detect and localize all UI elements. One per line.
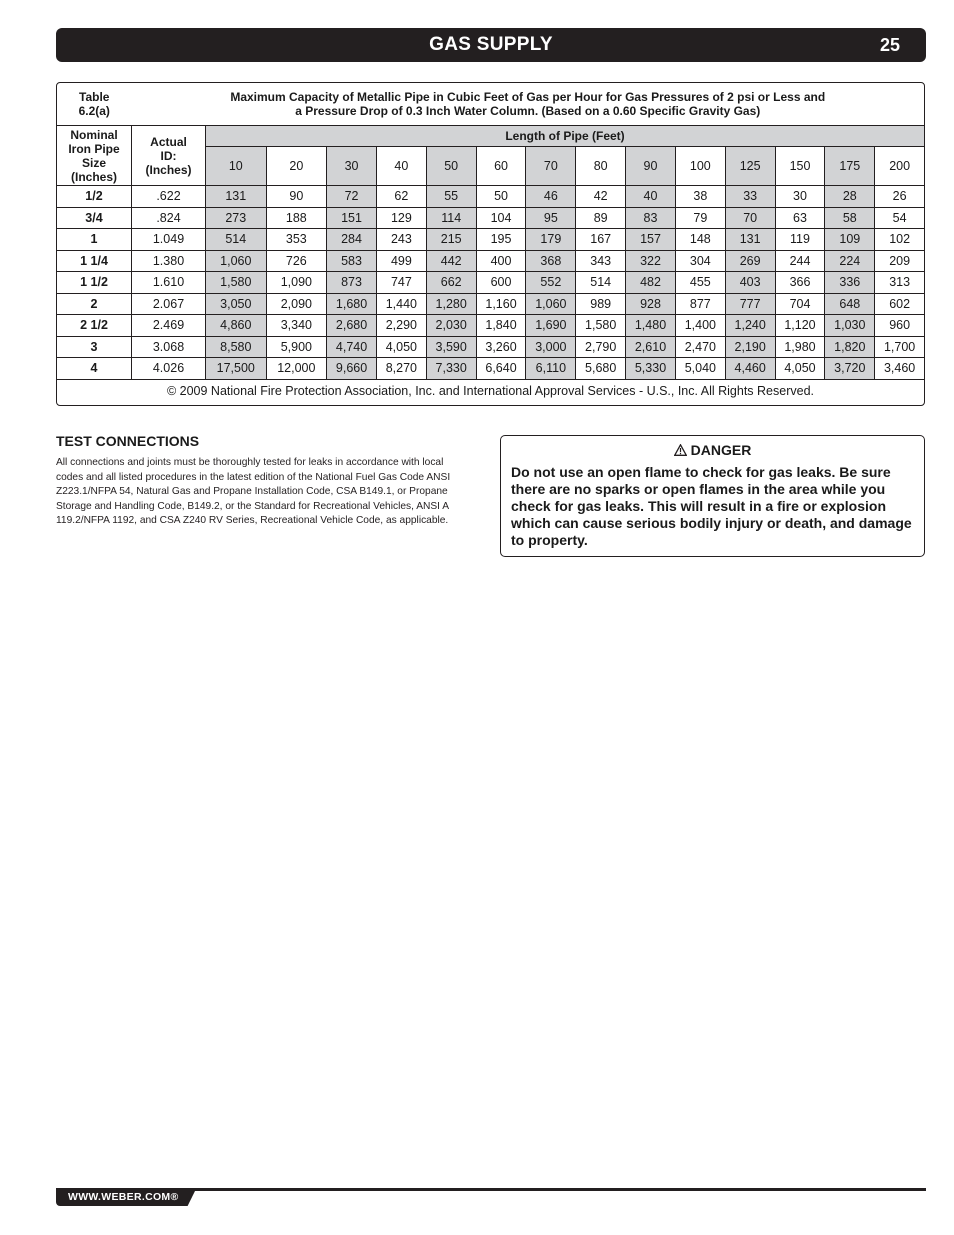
table-row: [57, 207, 924, 229]
capacity-cell: 960: [875, 315, 924, 337]
capacity-cell: 1,090: [266, 272, 327, 294]
capacity-cell: 4,050: [376, 336, 426, 358]
capacity-cell: 2,470: [675, 336, 725, 358]
capacity-cell: 114: [426, 207, 476, 229]
capacity-cell: 38: [675, 186, 725, 208]
length-column-header: 200: [875, 147, 924, 186]
test-connections-line: Storage and Handling Code, B149.2, or the Standard for Recreational Vehicles, ANSI A: [56, 500, 450, 512]
capacity-cell: 6,640: [476, 358, 526, 380]
capacity-cell: 104: [476, 207, 526, 229]
capacity-cell: 3,000: [526, 336, 576, 358]
test-connections-body: [56, 456, 481, 529]
capacity-cell: 195: [476, 229, 526, 251]
capacity-cell: 54: [875, 207, 924, 229]
warning-triangle-icon: [674, 443, 687, 459]
table-row: [57, 336, 924, 358]
capacity-cell: 4,460: [725, 358, 775, 380]
capacity-cell: 1,690: [526, 315, 576, 337]
capacity-cell: 131: [725, 229, 775, 251]
capacity-cell: 1,060: [526, 293, 576, 315]
table-row: [57, 315, 924, 337]
danger-line: which can cause serious bodily injury or death, and damage: [511, 515, 912, 531]
table-row: [57, 186, 924, 208]
capacity-cell: 4,740: [327, 336, 377, 358]
actual-id-cell: 1.610: [132, 272, 206, 294]
capacity-cell: 129: [376, 207, 426, 229]
capacity-cell: 72: [327, 186, 377, 208]
table-title-line-1: Maximum Capacity of Metallic Pipe in Cubic Feet of Gas per Hour for Gas Pressures of 2 psi or Less and: [230, 90, 826, 104]
danger-line: check for gas leaks. This will result in a fire or explosion: [511, 498, 887, 514]
capacity-cell: 2,680: [327, 315, 377, 337]
capacity-cell: 313: [875, 272, 924, 294]
capacity-cell: 102: [875, 229, 924, 251]
capacity-cell: 2,030: [426, 315, 476, 337]
length-column-header: 20: [266, 147, 327, 186]
capacity-cell: 1,060: [206, 250, 267, 272]
capacity-cell: 30: [775, 186, 825, 208]
test-connections-line: codes and all listed procedures in the latest edition of the National Fuel Gas Code ANSI: [56, 471, 451, 483]
table-title-line-2: a Pressure Drop of 0.3 Inch Water Column. (Based on a 0.60 Specific Gravity Gas): [295, 104, 761, 118]
capacity-cell: 55: [426, 186, 476, 208]
danger-line: Do not use an open flame to check for gas leaks. Be sure: [511, 464, 891, 480]
capacity-cell: 83: [626, 207, 676, 229]
capacity-cell: 726: [266, 250, 327, 272]
capacity-cell: 877: [675, 293, 725, 315]
capacity-cell: 368: [526, 250, 576, 272]
capacity-cell: 1,400: [675, 315, 725, 337]
capacity-cell: 79: [675, 207, 725, 229]
gas-capacity-table: [57, 83, 924, 402]
capacity-cell: 1,700: [875, 336, 924, 358]
capacity-cell: 3,260: [476, 336, 526, 358]
capacity-cell: 28: [825, 186, 875, 208]
length-column-header: 80: [576, 147, 626, 186]
test-connections-line: Z223.1/NFPA 54, Natural Gas and Propane Installation Code, CSA B149.1, or Propane: [56, 486, 448, 498]
capacity-cell: 873: [327, 272, 377, 294]
capacity-cell: 2,290: [376, 315, 426, 337]
capacity-cell: 42: [576, 186, 626, 208]
table-row: [57, 293, 924, 315]
pipe-size-cell: 1/2: [57, 186, 132, 208]
length-column-header: 70: [526, 147, 576, 186]
actual-id-cell: .824: [132, 207, 206, 229]
capacity-cell: 119: [775, 229, 825, 251]
length-column-header: 60: [476, 147, 526, 186]
capacity-cell: 514: [576, 272, 626, 294]
capacity-cell: 1,580: [576, 315, 626, 337]
capacity-cell: 273: [206, 207, 267, 229]
length-column-header: 90: [626, 147, 676, 186]
pipe-size-cell: 1 1/4: [57, 250, 132, 272]
capacity-cell: 1,440: [376, 293, 426, 315]
capacity-cell: 989: [576, 293, 626, 315]
actual-id-cell: 1.380: [132, 250, 206, 272]
capacity-cell: 224: [825, 250, 875, 272]
capacity-cell: 179: [526, 229, 576, 251]
capacity-cell: 5,900: [266, 336, 327, 358]
capacity-cell: 26: [875, 186, 924, 208]
pipe-size-cell: 4: [57, 358, 132, 380]
capacity-cell: 1,280: [426, 293, 476, 315]
capacity-cell: 17,500: [206, 358, 267, 380]
danger-line: there are no sparks or open flames in the area while you: [511, 481, 886, 497]
capacity-cell: 1,160: [476, 293, 526, 315]
capacity-cell: 3,050: [206, 293, 267, 315]
capacity-cell: 777: [725, 293, 775, 315]
capacity-cell: 602: [875, 293, 924, 315]
capacity-cell: 336: [825, 272, 875, 294]
capacity-cell: 552: [526, 272, 576, 294]
capacity-cell: 747: [376, 272, 426, 294]
capacity-cell: 209: [875, 250, 924, 272]
capacity-cell: 1,680: [327, 293, 377, 315]
actual-id-cell: 1.049: [132, 229, 206, 251]
pipe-size-cell: 3: [57, 336, 132, 358]
danger-warning-box: [500, 435, 925, 557]
table-title: [132, 83, 925, 126]
capacity-cell: 5,330: [626, 358, 676, 380]
capacity-cell: 400: [476, 250, 526, 272]
length-column-header: 100: [675, 147, 725, 186]
actual-id-cell: 3.068: [132, 336, 206, 358]
danger-message: [511, 464, 916, 549]
length-column-header: 125: [725, 147, 775, 186]
capacity-cell: 33: [725, 186, 775, 208]
capacity-cell: 131: [206, 186, 267, 208]
capacity-cell: 62: [376, 186, 426, 208]
capacity-cell: 215: [426, 229, 476, 251]
capacity-cell: 3,590: [426, 336, 476, 358]
capacity-cell: 514: [206, 229, 267, 251]
capacity-cell: 304: [675, 250, 725, 272]
capacity-cell: 90: [266, 186, 327, 208]
pipe-size-cell: 1: [57, 229, 132, 251]
capacity-cell: 151: [327, 207, 377, 229]
capacity-cell: 1,240: [725, 315, 775, 337]
table-row: [57, 229, 924, 251]
capacity-cell: 4,860: [206, 315, 267, 337]
length-column-header: 40: [376, 147, 426, 186]
actual-id-cell: 4.026: [132, 358, 206, 380]
page-header: [56, 28, 926, 62]
length-column-header: 30: [327, 147, 377, 186]
pipe-size-cell: 2 1/2: [57, 315, 132, 337]
capacity-cell: 704: [775, 293, 825, 315]
length-column-header: 10: [206, 147, 267, 186]
capacity-cell: 482: [626, 272, 676, 294]
capacity-cell: 3,720: [825, 358, 875, 380]
capacity-cell: 353: [266, 229, 327, 251]
capacity-cell: 1,480: [626, 315, 676, 337]
capacity-cell: 269: [725, 250, 775, 272]
capacity-cell: 2,190: [725, 336, 775, 358]
length-column-header: 150: [775, 147, 825, 186]
capacity-cell: 157: [626, 229, 676, 251]
capacity-cell: 2,790: [576, 336, 626, 358]
capacity-cell: 5,680: [576, 358, 626, 380]
capacity-cell: 1,840: [476, 315, 526, 337]
capacity-cell: 662: [426, 272, 476, 294]
footer-website-link[interactable]: WWW.WEBER.COM®: [68, 1191, 179, 1203]
capacity-cell: 5,040: [675, 358, 725, 380]
capacity-cell: 2,090: [266, 293, 327, 315]
capacity-cell: 8,580: [206, 336, 267, 358]
capacity-cell: 343: [576, 250, 626, 272]
capacity-cell: 442: [426, 250, 476, 272]
table-row: [57, 272, 924, 294]
pipe-size-cell: 2: [57, 293, 132, 315]
capacity-cell: 148: [675, 229, 725, 251]
section-title: GAS SUPPLY: [429, 34, 553, 55]
capacity-cell: 1,030: [825, 315, 875, 337]
page-number: 25: [879, 35, 900, 55]
capacity-cell: 648: [825, 293, 875, 315]
table-row: [57, 250, 924, 272]
capacity-cell: 6,110: [526, 358, 576, 380]
test-connections-line: 119.2/NFPA 1192, and CSA Z240 RV Series, Recreational Vehicle Code, as applicable.: [56, 515, 449, 527]
capacity-cell: 167: [576, 229, 626, 251]
capacity-cell: 403: [725, 272, 775, 294]
capacity-cell: 63: [775, 207, 825, 229]
danger-line: to property.: [511, 532, 588, 548]
actual-id-cell: 2.067: [132, 293, 206, 315]
capacity-cell: 3,340: [266, 315, 327, 337]
capacity-cell: 1,120: [775, 315, 825, 337]
capacity-cell: 499: [376, 250, 426, 272]
length-column-header: 175: [825, 147, 875, 186]
capacity-cell: 1,820: [825, 336, 875, 358]
capacity-cell: 244: [775, 250, 825, 272]
capacity-cell: 4,050: [775, 358, 825, 380]
length-of-pipe-header: Length of Pipe (Feet): [206, 126, 925, 147]
capacity-cell: 928: [626, 293, 676, 315]
test-connections-title: TEST CONNECTIONS: [56, 433, 200, 449]
column-header-pipe-size: Nominal Iron Pipe Size (Inches): [57, 126, 132, 186]
capacity-cell: 455: [675, 272, 725, 294]
capacity-cell: 58: [825, 207, 875, 229]
capacity-cell: 188: [266, 207, 327, 229]
table-row: [57, 358, 924, 380]
capacity-cell: 1,580: [206, 272, 267, 294]
table-label: Table 6.2(a): [57, 83, 132, 126]
capacity-cell: 366: [775, 272, 825, 294]
capacity-cell: 109: [825, 229, 875, 251]
test-connections-line: All connections and joints must be thoroughly tested for leaks in accordance with local: [56, 457, 444, 468]
capacity-cell: 7,330: [426, 358, 476, 380]
capacity-cell: 89: [576, 207, 626, 229]
capacity-cell: 3,460: [875, 358, 924, 380]
copyright-notice: © 2009 National Fire Protection Association, Inc. and International Approval Services - U.S., Inc. All Rights Reserved.: [57, 379, 924, 402]
capacity-cell: 1,980: [775, 336, 825, 358]
capacity-cell: 600: [476, 272, 526, 294]
danger-heading: [501, 442, 924, 459]
actual-id-cell: .622: [132, 186, 206, 208]
capacity-cell: 12,000: [266, 358, 327, 380]
capacity-cell: 50: [476, 186, 526, 208]
capacity-cell: 583: [327, 250, 377, 272]
capacity-cell: 46: [526, 186, 576, 208]
actual-id-cell: 2.469: [132, 315, 206, 337]
pipe-size-cell: 1 1/2: [57, 272, 132, 294]
capacity-cell: 9,660: [327, 358, 377, 380]
danger-heading-text: DANGER: [690, 442, 752, 458]
capacity-cell: 8,270: [376, 358, 426, 380]
length-column-header: 50: [426, 147, 476, 186]
capacity-cell: 2,610: [626, 336, 676, 358]
capacity-cell: 40: [626, 186, 676, 208]
gas-capacity-table-box: [56, 82, 925, 406]
capacity-cell: 243: [376, 229, 426, 251]
capacity-cell: 322: [626, 250, 676, 272]
capacity-cell: 95: [526, 207, 576, 229]
capacity-cell: 70: [725, 207, 775, 229]
column-header-actual-id: Actual ID: (Inches): [132, 126, 206, 186]
pipe-size-cell: 3/4: [57, 207, 132, 229]
capacity-cell: 284: [327, 229, 377, 251]
